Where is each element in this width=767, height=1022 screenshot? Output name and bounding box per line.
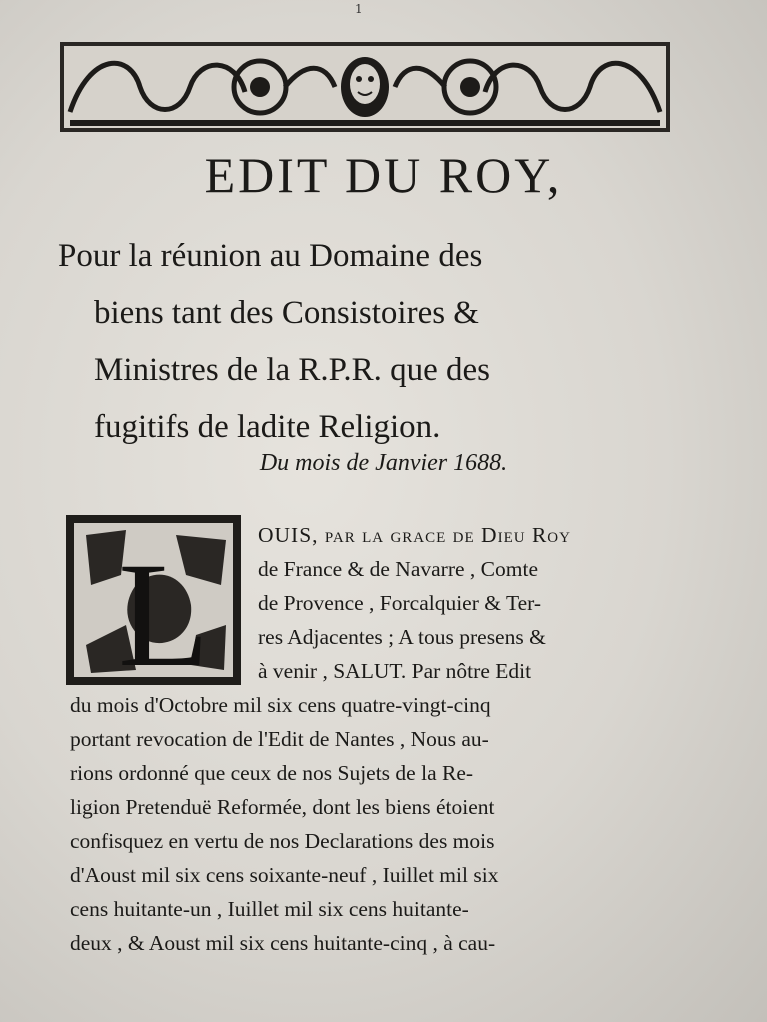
date-line: Du mois de Janvier 1688. — [259, 450, 508, 476]
body-line: de France & de Navarre , Comte — [258, 557, 538, 581]
body-line: de Provence , Forcalquier & Ter- — [258, 591, 542, 615]
body-line: cens huitante-un , Iuillet mil six cens huitante- — [70, 897, 469, 921]
drop-cap-letter: L — [118, 532, 210, 685]
body-line: à venir , SALUT. Par nôtre Edit — [258, 659, 532, 683]
body-line: portant revocation de l'Edit de Nantes , Nous au- — [70, 727, 489, 751]
body-line: ligion Pretenduë Reformée, dont les biens étoient — [70, 795, 495, 819]
body-line: du mois d'Octobre mil six cens quatre-vingt-cinq — [70, 693, 491, 717]
body-line: res Adjacentes ; A tous presens & — [258, 625, 546, 649]
drop-cap-initial — [66, 515, 241, 685]
edict-subtitle — [58, 228, 698, 456]
subtitle-line: Ministres de la R.P.R. que des — [94, 352, 490, 388]
subtitle-line: Pour la réunion au Domaine des — [58, 238, 483, 274]
page-number: 1 — [355, 2, 363, 16]
body-line: rions ordonné que ceux de nos Sujets de la Re- — [70, 761, 474, 785]
body-line: OUIS, par la grace de Dieu Roy — [258, 523, 571, 547]
subtitle-line: biens tant des Consistoires & — [94, 295, 479, 331]
body-line: d'Aoust mil six cens soixante-neuf , Iuillet mil six — [70, 863, 499, 887]
headpiece-ornament — [60, 42, 670, 132]
edict-title: EDIT DU ROY, — [204, 147, 563, 203]
subtitle-line: fugitifs de ladite Religion. — [94, 409, 441, 445]
body-line: deux , & Aoust mil six cens huitante-cinq , à cau- — [70, 931, 496, 955]
body-line: confisquez en vertu de nos Declarations des mois — [70, 829, 495, 853]
